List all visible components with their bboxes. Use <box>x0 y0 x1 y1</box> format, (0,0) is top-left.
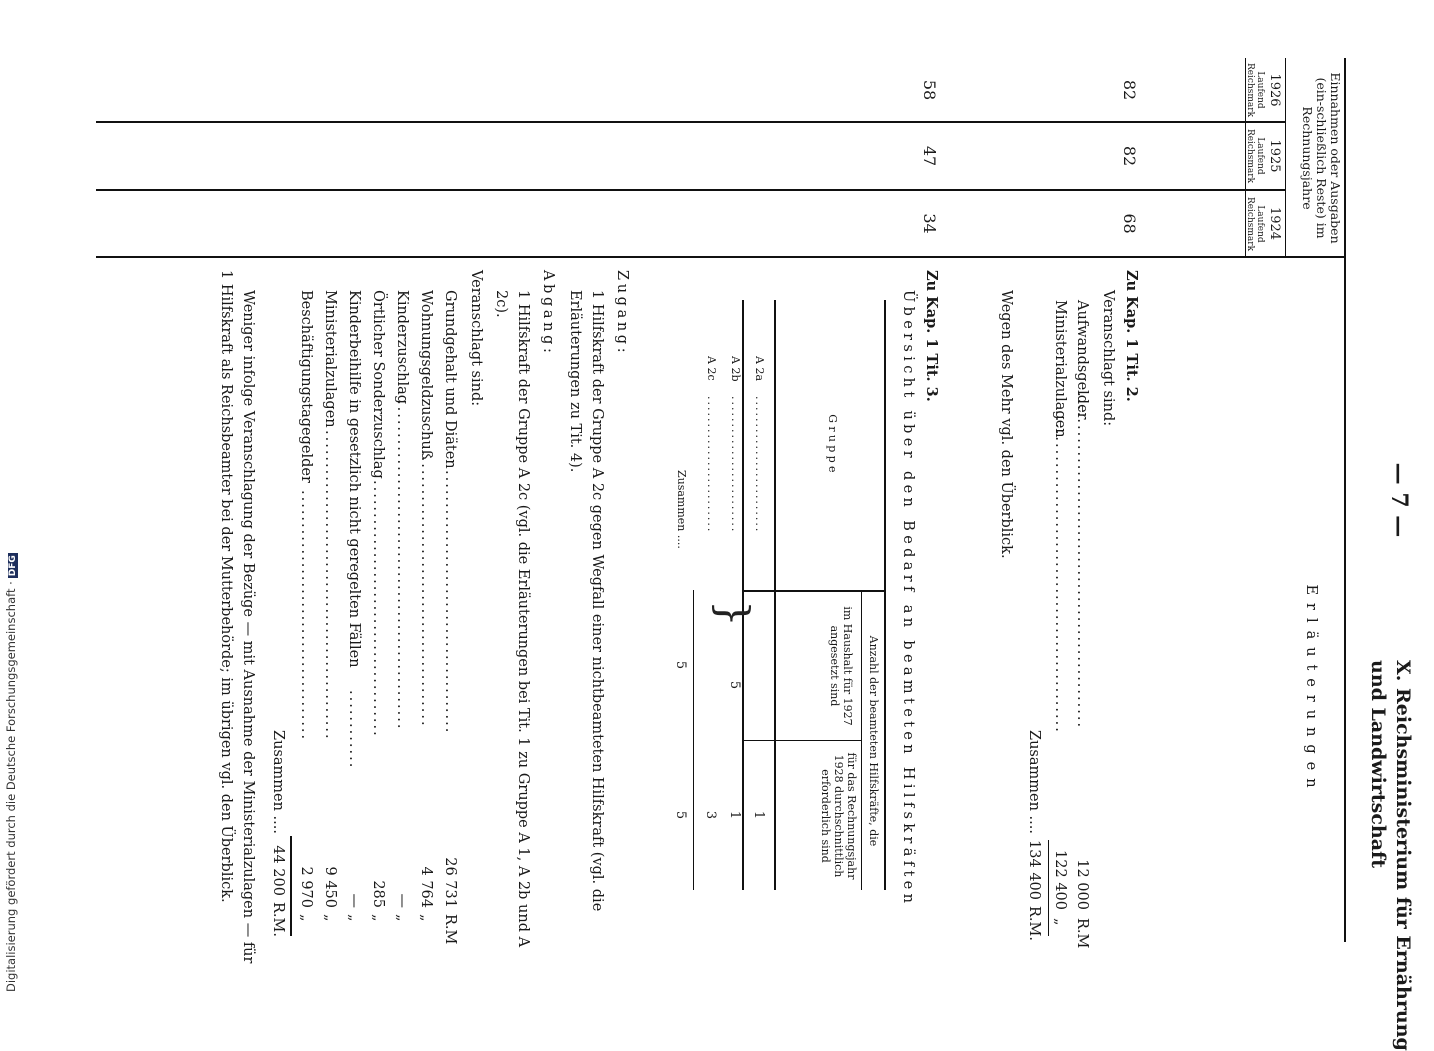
s2-total-amount: 44 200 <box>270 845 286 896</box>
inner-row-group: A 2c <box>705 356 718 381</box>
unit-1924: Laufend Reichsmark <box>1245 196 1265 252</box>
section1-heading: Zu Kap. 1 Tit. 2. <box>1123 270 1140 402</box>
inner-col-a: im Haushalt für 1927 angesetzt sind <box>828 606 854 726</box>
dot-leader: ............ <box>346 690 362 770</box>
dot-leader: ...................................... <box>298 490 314 742</box>
section1-item-label: Ministerialzulagen <box>1052 300 1068 438</box>
s2-note-line1: Weniger infolge Veranschlagung der Bezüge — mit Ausnahme der Ministerialzulagen — für <box>240 290 256 964</box>
section1-intro: Veranschlagt sind: <box>1100 290 1116 427</box>
s2-item-amount: 2 970 <box>298 866 314 908</box>
inner-row-group: A 2a <box>753 356 766 381</box>
overview-title: Übersicht über den Bedarf an beamteten Hilfskräften <box>900 290 916 908</box>
chapter-title-line1: X. Reichsministerium für Ernährung <box>1392 660 1414 1051</box>
inner-table-subheader-rule <box>861 590 862 890</box>
dot-leader: ......................... <box>705 396 718 534</box>
s2-item-unit: „ <box>418 914 434 922</box>
veranschlagt-label: Veranschlagt sind: <box>468 270 484 407</box>
inner-total-a: 5 <box>673 660 688 670</box>
inner-total-rule <box>693 590 694 890</box>
section1-item-amount: 12 000 <box>1074 859 1090 910</box>
section1-total-unit: R.M. <box>1026 906 1042 941</box>
dfg-credit-text: Digitalisierung gefördert durch die Deutsche Forschungsgemeinschaft · <box>4 581 18 992</box>
s2-item-label: Grundgehalt und Diäten <box>442 290 458 469</box>
s2-item-unit: R.M <box>442 914 458 945</box>
inner-a-combined: 5 <box>727 680 742 690</box>
erlaeuterungen-heading: Erläuterungen <box>1303 584 1319 796</box>
dot-leader: ....................................... <box>370 480 386 738</box>
table-top-rule <box>1344 58 1346 942</box>
s2-item-label: Kinderzuschlag <box>394 290 410 405</box>
row2-1924: 34 <box>920 213 939 234</box>
inner-total-b: 5 <box>673 810 688 820</box>
sum-rule <box>290 836 292 936</box>
s2-item-label: Wohnungsgeldzuschuß <box>418 290 434 460</box>
inner-row-b: 1 <box>751 810 766 820</box>
s2-item-unit: „ <box>346 914 362 922</box>
inner-total-label: Zusammen .... <box>675 470 688 549</box>
inner-table-col-divider <box>744 590 886 592</box>
s2-item-amount: 26 731 <box>442 857 458 908</box>
page-number: — 7 — <box>1386 462 1412 538</box>
abgang-text: 1 Hilfskraft der Gruppe A 2c (vgl. die Erläuterungen bei Tit. 1 zu Gruppe A 1, A 2b und A 2c). <box>493 290 531 948</box>
unit-1926: Laufend Reichsmark <box>1245 62 1265 118</box>
s2-total-label: Zusammen .... <box>270 730 286 834</box>
year-1925: 1925 <box>1267 139 1282 173</box>
year-1926: 1926 <box>1267 73 1282 107</box>
s2-item-label: Kinderbeihilfe in gesetzlich nicht geregelten Fällen <box>346 290 362 668</box>
inner-table-top <box>884 300 886 890</box>
dot-leader: ................................................... <box>1074 392 1090 730</box>
section2-heading: Zu Kap. 1 Tit. 3. <box>923 270 940 402</box>
inner-row-group: A 2b <box>729 356 742 382</box>
s2-item-label: Ministerialzulagen <box>322 290 338 428</box>
brace-mark: } <box>709 600 758 627</box>
inner-row-b: 3 <box>703 810 718 820</box>
section1-total-label: Zusammen .... <box>1026 730 1042 834</box>
s2-item-unit: „ <box>322 914 338 922</box>
s2-total-unit: R.M. <box>270 902 286 937</box>
unit-1925: Laufend Reichsmark <box>1245 128 1265 184</box>
inner-table-bottom <box>742 300 744 890</box>
year-header-rule <box>1285 58 1286 256</box>
s2-item-label: Örtlicher Sonderzuschlag <box>370 290 386 479</box>
zugang-label: Zugang: <box>614 270 630 357</box>
inner-row-b: 1 <box>727 810 742 820</box>
s2-item-label: Beschäftigungstagegelder <box>298 290 314 483</box>
section1-item-label: Aufwandsgelder <box>1074 300 1090 420</box>
inner-col-group: Gruppe <box>826 414 839 476</box>
s2-item-amount: 285 <box>370 880 386 908</box>
section1-item-unit: „ <box>1052 918 1068 926</box>
abgang-label: Abgang: <box>540 270 556 357</box>
dot-leader: .................................................. <box>394 400 410 731</box>
zugang-text: 1 Hilfskraft der Gruppe A 2c gegen Wegfall einer nichtbeamteten Hilfskraft (vgl. die Erläuterungen zu Tit. 4). <box>567 290 605 912</box>
section1-item-unit: R.M <box>1074 918 1090 949</box>
s2-item-amount: 4 764 <box>418 866 434 908</box>
column-divider-1925 <box>96 189 1286 191</box>
inner-col-count-header: Anzahl der beamteten Hilfskräfte, die <box>867 635 880 847</box>
column-divider-1926 <box>96 121 1286 123</box>
dot-leader: ............................................... <box>322 430 338 741</box>
s2-item-amount: 9 450 <box>322 866 338 908</box>
s2-item-amount: — <box>346 893 362 908</box>
inner-table-header-rule <box>774 300 776 890</box>
section1-note: Wegen des Mehr vgl. den Überblick. <box>998 290 1014 559</box>
row1-1926: 82 <box>1120 79 1139 101</box>
s2-note-line2: 1 Hilfskraft als Reichsbeamter bei der Mutterbehörde; im übrigen vgl. den Überblick. <box>218 270 234 903</box>
s2-item-unit: „ <box>370 914 386 922</box>
inner-col-b: für das Rechnungsjahr 1928 durchschnittlich erforderlich sind <box>819 752 858 880</box>
dot-leader: .......................................... <box>418 450 434 728</box>
table-header-title: Einnahmen oder Ausgaben (ein-schließlich Reste) im Rechnungsjahre <box>1300 72 1343 244</box>
section1-item-amount: 122 400 <box>1052 850 1068 910</box>
dot-leader: ......................... <box>753 396 766 534</box>
column-divider-main <box>96 256 1346 258</box>
chapter-title-line2: und Landwirtschaft <box>1367 660 1389 868</box>
year-1924: 1924 <box>1267 206 1282 241</box>
s2-item-amount: — <box>394 893 410 908</box>
section1-total-amount: 134 400 <box>1026 840 1042 900</box>
row2-1926: 58 <box>920 79 939 101</box>
s2-item-unit: „ <box>298 914 314 922</box>
dot-leader: ......................... <box>729 396 742 534</box>
inner-table-col-divider2 <box>744 740 862 741</box>
row2-1925: 47 <box>920 145 939 167</box>
row1-1925: 82 <box>1120 145 1139 167</box>
s2-item-unit: „ <box>394 914 410 922</box>
dfg-logo: DFG <box>8 555 18 577</box>
sum-rule <box>1048 840 1049 936</box>
row1-1924: 68 <box>1120 213 1139 234</box>
dot-leader: ................................................. <box>1052 410 1068 734</box>
dot-leader: ........................................ <box>442 470 458 735</box>
